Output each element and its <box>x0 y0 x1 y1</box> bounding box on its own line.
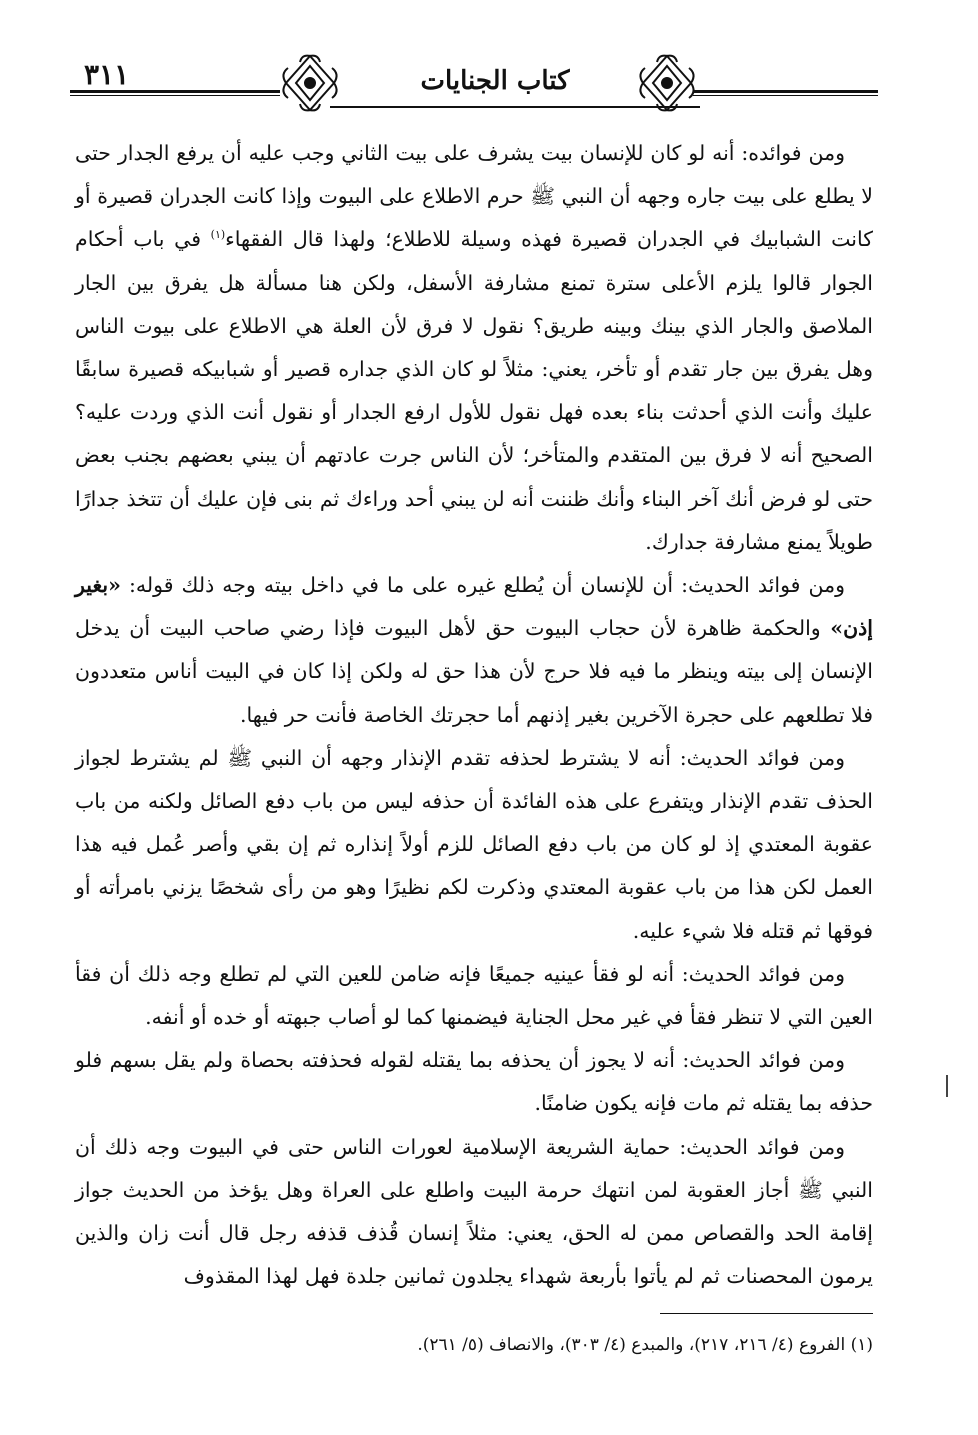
paragraph-text: ومن فوائده: أنه لو كان للإنسان بيت يشرف على بيت الثاني وجب عليه أن يرفع الجدار حتى لا يطلع على بيت جاره وجهه أن النبي ﷺ حرم الاطلاع على البيوت وإذا كانت الجدران قصيرة أو كانت الشبابيك في الجدران قصيرة فهذه وسيلة للاطلاع؛ ولهذا قال الفقهاء <box>75 141 873 252</box>
page-number: ٣١١ <box>84 58 130 91</box>
paragraph <box>75 953 873 1039</box>
footnote-divider <box>660 1313 873 1314</box>
body-text <box>75 132 873 1298</box>
paragraph-text: ومن فوائد الحديث: أن للإنسان أن يُطلع غيره على ما في داخل بيته وجه ذلك قوله: <box>120 573 845 598</box>
margin-mark <box>946 1075 948 1097</box>
header-rule-under-title <box>330 106 700 108</box>
paragraph-text: ومن فوائد الحديث: أنه لا يجوز أن يحذفه بما يقتله لقوله فحذفته بحصاة ولم يقل بسهم فلو حذفه بما يقتله ثم مات فإنه يكون ضامنًا. <box>75 1048 873 1116</box>
paragraph-text: والحكمة ظاهرة لأن حجاب البيوت حق لأهل البيوت فإذا رضي صاحب البيت أن يدخل الإنسان إلى بيته وينظر ما فيه فلا حرج لأن هذا حق له ولكن إذا كان في البيت أناس متعددون فلا تطلعهم على حجرة الآخرين بغير إذنهم أما حجرتك الخاصة فأنت حر فيها. <box>75 616 873 727</box>
footnote: (١) الفروع (٤/ ٢١٦، ٢١٧)، والمبدع (٤/ ٣٠٣)، والانصاف (٥/ ٢٦١). <box>417 1335 873 1355</box>
footnote-reference: (١) <box>210 228 226 242</box>
paragraph <box>75 132 873 564</box>
paragraph <box>75 737 873 953</box>
paragraph <box>75 1039 873 1125</box>
paragraph-text: في باب أحكام الجوار قالوا يلزم الأعلى سترة تمنع مشارفة الأسفل، ولكن هنا مسألة هل يفرق بين الجار الملاصق والجار الذي بينك وبينه طريق؟ نقول لا فرق لأن العلة هي الاطلاع على بيوت الناس وهل يفرق بين جار تقدم أو تأخر، يعني: مثلاً لو كان الذي جداره قصير أو شبابيكه قصيرة سابقًا عليك وأنت الذي أحدثت بناء بعده فهل نقول للأول ارفع الجدار أو نقول أنت الذي وردت عليه؟ الصحيح أنه لا فرق بين المتقدم والمتأخر؛ لأن الناس جرت عادتهم أن يبني بعضهم بجنب بعض حتى لو فرض أنك آخر البناء وأنك ظننت أنه لن يبني أحد وراءك ثم بنى فإن عليك أن تتخذ جدارًا طويلاً يمنع مشارفة جدارك. <box>75 227 873 554</box>
paragraph-text: ومن فوائد الحديث: أنه لو فقأ عينيه جميعًا فإنه ضامن للعين التي لم تطلع وجه ذلك أن فقأ العين التي لا تنظر فقأ في غير محل الجناية فيضمنها كما لو أصاب جبهته أو خده أو أنفه. <box>75 961 873 1030</box>
header-rule-left <box>70 90 280 96</box>
header-rule-right <box>693 90 878 96</box>
paragraph <box>75 564 873 737</box>
page-header <box>70 52 878 114</box>
ornament-right-icon <box>635 52 699 114</box>
paragraph <box>75 1126 873 1299</box>
paragraph-text: ومن فوائد الحديث: أنه لا يشترط لحذفه تقدم الإنذار وجهه أن النبي ﷺ لم يشترط لجواز الحذف تقدم الإنذار ويتفرع على هذه الفائدة أن حذفه ليس من باب دفع الصائل ولكنه من باب عقوبة المعتدي إذ لو كان من باب دفع الصائل للزم أولاً إنذاره ثم إن بقي وأصر عُمل فيه هذا العمل لكن هذا من باب عقوبة المعتدي وذكرت لكم نظيرًا وهو من رأى شخصًا يزني بامرأته أو فوقها ثم قتله فلا شيء عليه. <box>75 745 873 943</box>
hadith-quote: «بغير إذن» <box>75 573 873 641</box>
header-title: كتاب الجنايات <box>420 66 570 96</box>
paragraph-text: ومن فوائد الحديث: حماية الشريعة الإسلامية لعورات الناس حتى في البيوت وجه ذلك أن النبي ﷺ أجاز العقوبة لمن انتهك حرمة البيت واطلع على العراة وهل يؤخذ من الحديث جواز إقامة الحد والقصاص ممن له الحق، يعني: مثلاً إنسان قُذف قذفه رجل قال أنت زان والذين يرمون المحصنات ثم لم يأتوا بأربعة شهداء يجلدون ثمانين جلدة فهل لهذا المقذوف <box>75 1134 873 1289</box>
ornament-left-icon <box>278 52 342 114</box>
